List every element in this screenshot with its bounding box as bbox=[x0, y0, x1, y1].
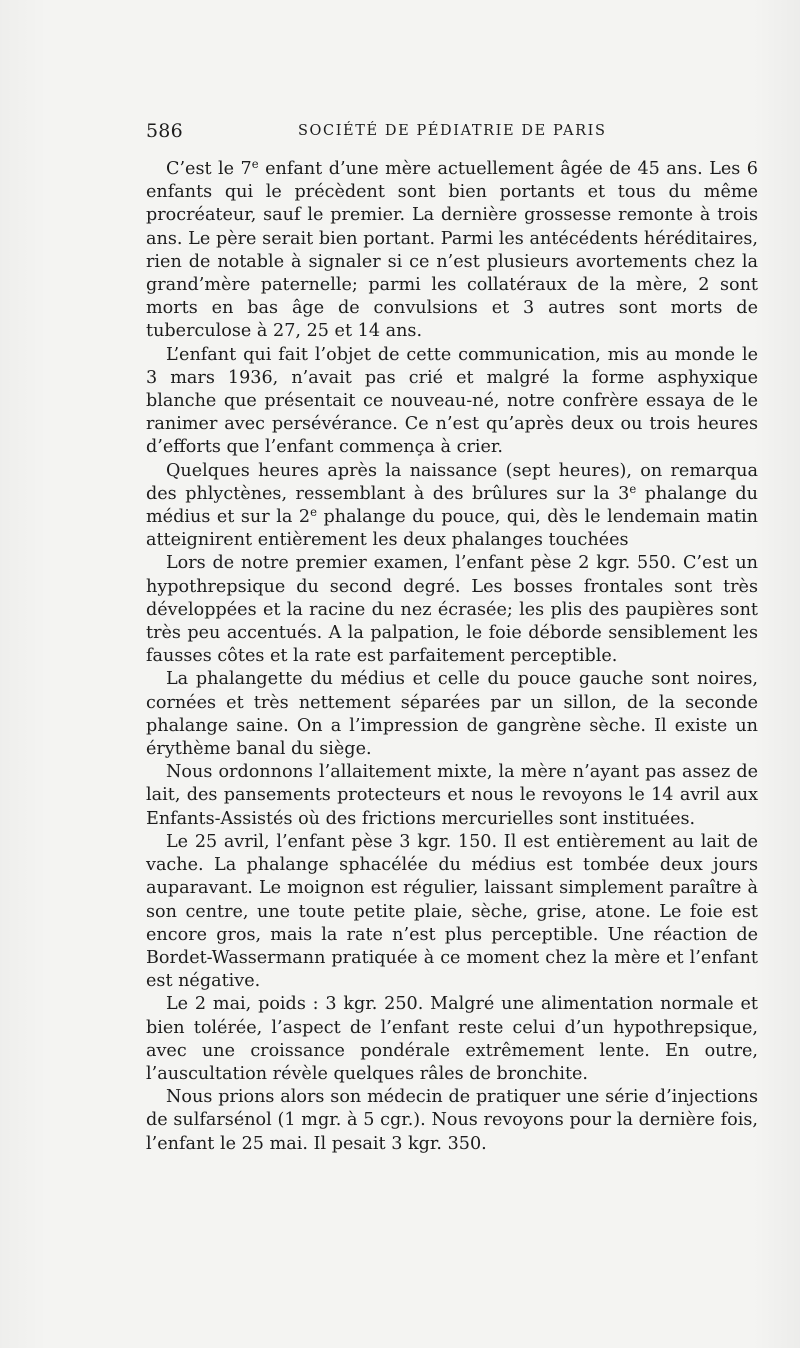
body-text bbox=[146, 158, 758, 1156]
paragraph-phlyctenes: Quelques heures après la naissance (sept heures), on remarqua des phlyctènes, ressemblant à des brûlures sur la 3e phalange du médius et sur la 2e phalange du pouce, qui, dès le lendemain matin atteignirent entièrement les deux phalanges touchées bbox=[146, 460, 759, 551]
page-number: 586 bbox=[146, 120, 183, 142]
page-header bbox=[146, 120, 758, 144]
paragraph-may-2: Le 2 mai, poids : 3 kgr. 250. Malgré une alimentation normale et bien tolérée, l’aspect de l’enfant reste celui d’un hypothrepsique, avec une croissance pondérale extrêmement lente. En outre, l’auscultation révèle quelques râles de bronchite. bbox=[146, 994, 758, 1084]
paragraph-birth: L’enfant qui fait l’objet de cette communication, mis au monde le 3 mars 1936, n’avait pas crié et malgré la forme asphyxique blanche que présentait ce nouveau-né, notre confrère essaya de le ranimer avec persévérance. Ce n’est qu’après deux ou trois heures d’efforts que l’enfant commença à crier. bbox=[146, 344, 758, 458]
running-title: SOCIÉTÉ DE PÉDIATRIE DE PARIS bbox=[298, 123, 607, 139]
paragraph-first-exam: Lors de notre premier examen, l’enfant pèse 2 kgr. 550. C’est un hypothrepsique du second degré. Les bosses frontales sont très développées et la racine du nez écrasée; les plis des paupières sont très peu accentués. A la palpation, le foie déborde sensiblement les fausses côtes et la rate est parfaitement perceptible. bbox=[146, 553, 758, 667]
paragraph-april-25: Le 25 avril, l’enfant pèse 3 kgr. 150. Il est entièrement au lait de vache. La phalange sphacélée du médius est tombée deux jours auparavant. Le moignon est régulier, laissant simplement paraître à son centre, une toute petite plaie, sèche, grise, atone. Le foie est encore gros, mais la rate n’est plus perceptible. Une réaction de Bordet-Wassermann pratiquée à ce moment chez la mère et l’enfant est négative. bbox=[146, 831, 758, 992]
paragraph-family-history: C’est le 7e enfant d’une mère actuellement âgée de 45 ans. Les 6 enfants qui le précèdent sont bien portants et tous du même procréateur, sauf le premier. La dernière grossesse remonte à trois ans. Le père serait bien portant. Parmi les antécédents héréditaires, rien de notable à signaler si ce n’est plusieurs avortements chez la grand’mère paternelle; parmi les collatéraux de la mère, 2 sont morts en bas âge de convulsions et 3 autres sont morts de tuberculose à 27, 25 et 14 ans. bbox=[146, 157, 758, 342]
paragraph-treatment: Nous ordonnons l’allaitement mixte, la mère n’ayant pas assez de lait, des pansements protecteurs et nous le revoyons le 14 avril aux Enfants-Assistés où des frictions mercurielles sont instituées. bbox=[146, 762, 758, 829]
paragraph-injections: Nous prions alors son médecin de pratiquer une série d’injections de sulfarsénol (1 mgr. à 5 cgr.). Nous revoyons pour la dernière fois, l’enfant le 25 mai. Il pesait 3 kgr. 350. bbox=[146, 1087, 758, 1154]
paragraph-gangrene: La phalangette du médius et celle du pouce gauche sont noires, cornées et très nettement séparées par un sillon, de la seconde phalange saine. On a l’impression de gangrène sèche. Il existe un érythème banal du siège. bbox=[146, 669, 758, 760]
